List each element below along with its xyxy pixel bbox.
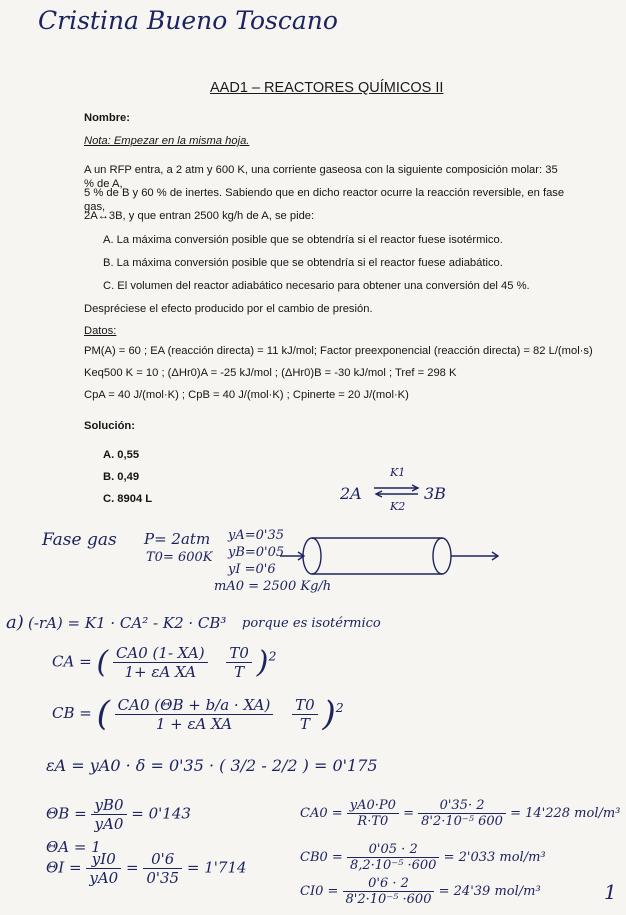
cb-temperature-ratio: $\frac{T0}{T}$ [292,696,318,733]
fase-gas-label: Fase gas [42,530,117,550]
pressure-note: Despréciese el efecto producido por el cambio de presión. [84,303,373,315]
reaction-right: 3B [424,484,446,503]
rate-expression: (-rA) = K1 · CA² - K2 · CB³ [28,614,227,632]
solution-a: A. 0,55 [103,449,140,461]
pressure-value: P= 2atm [144,530,211,548]
yi-value: yI =0'6 [228,562,276,577]
cb-equation: CB = ( $\frac{CA0 (\Theta B + b/a \cdot XA)}{\text{1 + εA XA}}$ $\frac{T0}{T}$ )$^2$ [52,694,344,734]
datos-line-1: PM(A) = 60 ; EA (reacción directa) = 11 kJ/mol; Factor preexponencial (reacción directa) = 82 L/(mol·s) [84,345,593,357]
isothermal-note: porque es isotérmico [242,616,381,631]
reaction-k1: K1 [390,466,406,479]
document-title: AAD1 – REACTORES QUÍMICOS II [210,80,444,96]
nota-line: Nota: Empezar en la misma hoja. [84,135,250,147]
cb-fraction: $\frac{CA0 (\Theta B + b/a \cdot XA)}{\text{1 + εA XA}}$ [115,696,274,733]
reaction-k2: K2 [390,500,406,513]
question-c: C. El volumen del reactor adiabático necesario para obtener una conversión del 45 %. [103,280,530,292]
theta-b-equation: ΘB = $\frac{yB0}{yA0}$ = 0'143 [46,796,191,833]
part-a-label: a) [6,612,24,633]
statement-line-2: 5 % de B y 60 % de inertes. Sabiendo que en dicho reactor ocurre la reacción reversible, en fase gas, [84,187,565,213]
ca-equation: CA = ( $\frac{CA0 (1- XA)}{\text{1+ εA XA}}$ $\frac{T0}{T}$ )$^2$ [52,644,277,681]
statement-line-1: A un RFP entra, a 2 atm y 600 K, una corriente gaseosa con la siguiente composición molar: 35 % de A, [84,164,558,190]
datos-line-3: CpA = 40 J/(mol·K) ; CpB = 40 J/(mol·K) ; Cpinerte = 20 J/(mol·K) [84,389,409,401]
solucion-label: Solución: [84,420,135,432]
theta-a-value: ΘA = 1 [46,838,101,856]
epsilon-equation: εA = yA0 · δ = 0'35 · ( 3/2 - 2/2 ) = 0'175 [46,756,378,775]
statement-line-3: 2A↔3B, y que entran 2500 kg/h de A, se pide: [84,210,315,222]
solution-c: C. 8904 L [103,493,153,505]
yb-value: yB=0'05 [228,545,285,560]
question-a: A. La máxima conversión posible que se obtendría si el reactor fuese isotérmico. [103,234,503,246]
cb0-equation: CB0 = $\frac{0'05 \cdot 2}{\text{8,2·10⁻⁵ ·600}}$ = 2'033 mol/m³ [300,842,546,873]
ca-lhs: CA = [52,652,92,671]
reversible-arrow-icon [372,484,422,498]
datos-label: Datos: [84,325,117,337]
page-number: 1 [604,880,617,904]
temperature-value: T0= 600K [146,550,213,565]
reactor-diagram [278,535,508,579]
ca0-equation: CA0 = $\frac{yA0\cdot P0}{R\cdot T0}$ = $\frac{0'35\cdot 2}{\text{8'2·10⁻⁵ 600}}$ = 14'228 mol/m³ [300,798,621,829]
author-name: Cristina Bueno Toscano [38,6,338,35]
question-b: B. La máxima conversión posible que se obtendría si el reactor fuese adiabático. [103,257,503,269]
solution-b: B. 0,49 [103,471,140,483]
mass-flow-value: mA0 = 2500 Kg/h [214,579,332,594]
ca-temperature-ratio: $\frac{T0}{T}$ [226,644,252,681]
nombre-label: Nombre: [84,112,130,124]
ca-fraction: $\frac{CA0 (1- XA)}{\text{1+ εA XA}}$ [113,644,208,681]
theta-i-equation: ΘI = $\frac{yI0}{yA0}$ = $\frac{0'6}{0'35}$ = 1'714 [46,850,247,887]
cb-lhs: CB = [52,704,92,722]
datos-line-2: Keq500 K = 10 ; (ΔHr0)A = -25 kJ/mol ; (ΔHr0)B = -30 kJ/mol ; Tref = 298 K [84,367,457,379]
ya-value: yA=0'35 [228,528,285,543]
reaction-left: 2A [340,484,362,503]
ci0-equation: CI0 = $\frac{0'6 \cdot 2}{\text{8'2·10⁻⁵ ·600}}$ = 24'39 mol/m³ [300,876,541,907]
